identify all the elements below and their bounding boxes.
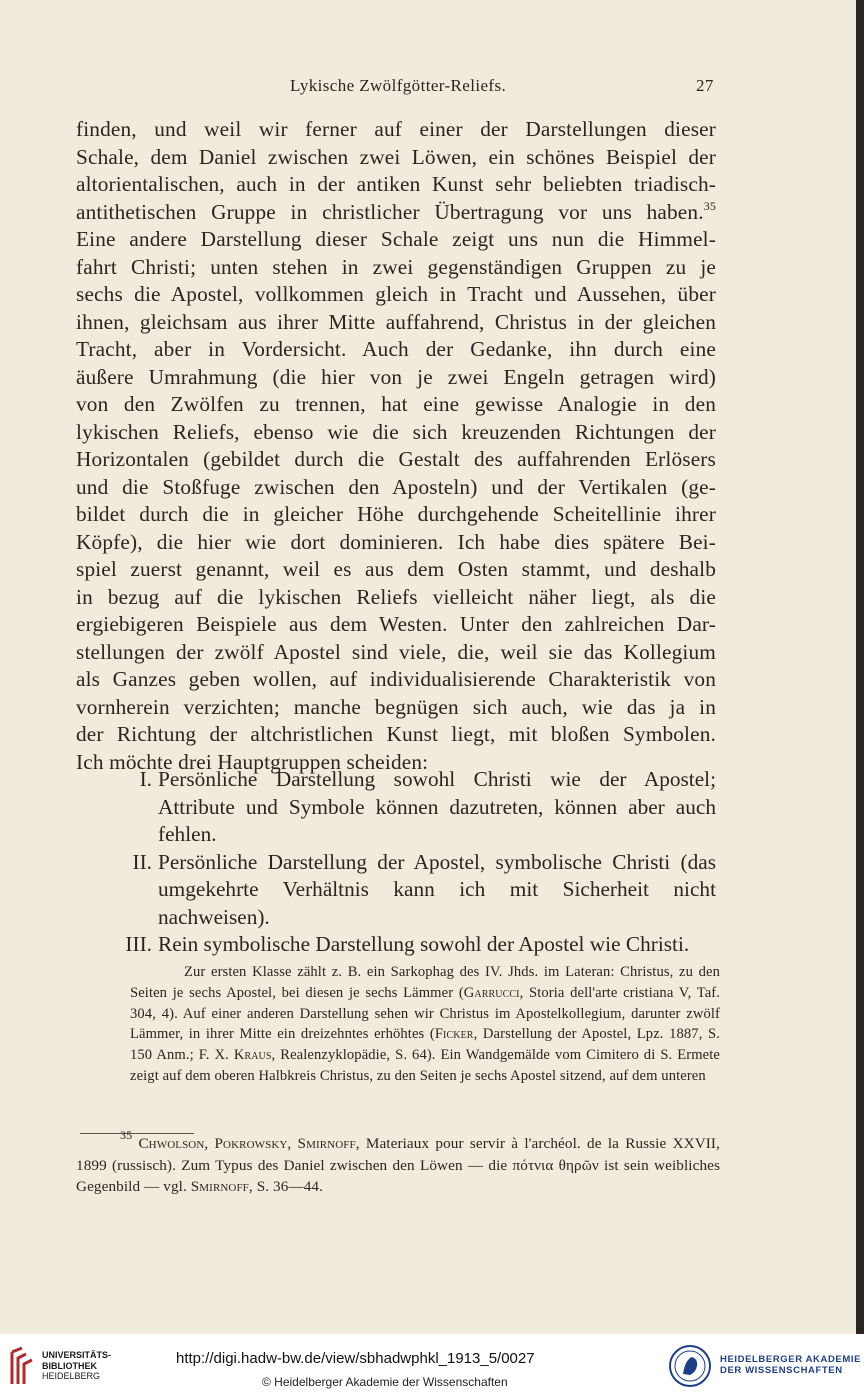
author-name: Kraus	[233, 1047, 272, 1064]
text-line: ergiebigeren Beispiele aus dem Westen. Unter den zahlreichen Dar-	[76, 612, 716, 636]
text-line: vornherein verzichten; manche begnügen sich auch, wie das ja in	[76, 694, 716, 719]
permalink-url[interactable]: http://digi.hadw-bw.de/view/sbhadwphkl_1913_5/0027	[176, 1350, 535, 1367]
body-paragraph	[76, 116, 716, 776]
text-line: Schale, dem Daniel zwischen zwei Löwen, ein schönes Beispiel der	[76, 144, 716, 169]
text-line: altorientalischen, auch in der antiken Kunst sehr beliebten triadisch-	[76, 172, 716, 196]
list-text: Persönliche Darstellung sowohl Christi wie der Apostel; Attribute und Symbole können dazutreten, können aber auch fehlen.	[158, 767, 716, 846]
small-print-text: Zur ersten Klasse zählt z. B. ein Sarkophag des IV. Jhds. im Lateran: Christus, zu den Seiten je sechs Apostel, bei diesen je sechs Lämmer (Garrucci, Storia dell'arte cristiana V, Taf. 304, 4). Auf einer anderen Darstellung sehen wir Christus im Apostelkollegium, darunter zwölf Lämmer, in ihrer Mitte ein dreizehntes erhöhtes (Ficker, Darstellung der Apostel, Lpz. 1887, S. 150 Anm.; F. X. Kraus, Realenzyklopädie, S. 64). Ein Wandgemälde vom Cimitero di S. Ermete zeigt auf dem oberen Halbkreis Christus, zu den Seiten je sechs Apostel sitzend, auf dem unteren	[130, 964, 720, 1084]
text-line: Horizontalen (gebildet durch die Gestalt des auffahrenden Erlösers	[76, 447, 716, 471]
footnote	[76, 1128, 720, 1198]
author-name: Smirnoff	[190, 1178, 249, 1195]
list-number: II.	[132, 849, 152, 874]
text-line: antithetischen Gruppe in christlicher Übertragung vor uns haben.	[76, 199, 704, 224]
academy-name: HEIDELBERGER AKADEMIE DER WISSENSCHAFTEN	[720, 1354, 862, 1376]
viewer-footer	[0, 1334, 864, 1398]
text-line: als Ganzes geben wollen, auf individualisierende Charakteristik von	[76, 667, 716, 691]
text-line: lykischen Reliefs, ebenso wie die sich kreuzenden Richtungen der	[76, 419, 716, 444]
list-text: Persönliche Darstellung der Apostel, symbolische Christi (das umgekehrte Verhältnis kann ich mit Sicherheit nicht nachweisen).	[158, 849, 716, 929]
footnote-text: $^{35}$ Chwolson, Pokrowsky, Smirnoff, Materiaux pour servir à l'archéol. de la Russie XXVII, 1899 (russisch). Zum Typus des Daniel zwischen den Löwen — die πότνια θηρῶν ist sein weibliches Gegenbild — vgl. Smirnoff, S. 36—44.	[76, 1128, 720, 1195]
list-item	[76, 766, 716, 849]
list-item	[76, 849, 716, 932]
text-line: Köpfe), die hier wie dort dominieren. Ich habe dies spätere Bei-	[76, 529, 716, 554]
text-line: Tracht, aber in Vordersicht. Auch der Gedanke, ihn durch eine	[76, 337, 716, 361]
small-print-paragraph	[130, 962, 720, 1087]
text-line: sechs die Apostel, vollkommen gleich in Tracht und Aussehen, über	[76, 282, 716, 306]
author-names: Chwolson, Pokrowsky, Smirnoff	[138, 1135, 356, 1152]
text-line: Eine andere Darstellung dieser Schale zeigt uns nun die Himmel-	[76, 227, 716, 251]
group-list	[76, 766, 716, 959]
footnote-reference: 35	[703, 198, 716, 213]
text-line: spiel zuerst genannt, weil es aus dem Osten stammt, und deshalb	[76, 557, 716, 581]
text-line: in bezug auf die lykischen Reliefs vielleicht näher liegt, als die	[76, 584, 716, 609]
list-number: I.	[139, 767, 152, 791]
running-title: Lykische Zwölfgötter-Reliefs.	[290, 76, 507, 95]
text-line: stellungen der zwölf Apostel sind viele, die, weil sie das Kollegium	[76, 639, 716, 664]
text-line: Ich möchte drei Hauptgruppen scheiden:	[76, 749, 429, 774]
academy-seal-icon	[668, 1344, 712, 1388]
page-number: 27	[696, 76, 714, 95]
library-name: UNIVERSITÄTS- BIBLIOTHEK HEIDELBERG	[42, 1350, 112, 1381]
text-line-with-footnote	[76, 199, 716, 227]
author-name: Garrucci	[463, 984, 520, 1001]
library-logo-icon	[8, 1344, 38, 1388]
list-item	[76, 931, 716, 959]
text-line: äußere Umrahmung (die hier von je zwei Engeln getragen wird)	[76, 364, 716, 389]
text-line: finden, und weil wir ferner auf einer der Darstellungen dieser	[76, 117, 716, 141]
author-name: Ficker	[434, 1026, 474, 1043]
text-line: und die Stoßfuge zwischen den Aposteln) und der Vertikalen (ge-	[76, 474, 716, 499]
text-line: fahrt Christi; unten stehen in zwei gegenständigen Gruppen zu je	[76, 254, 716, 279]
copyright-notice: © Heidelberger Akademie der Wissenschaften	[262, 1375, 508, 1389]
text-line: ihnen, gleichsam aus ihrer Mitte auffahrend, Christus in der gleichen	[76, 309, 716, 334]
list-number: III.	[125, 932, 152, 956]
greek-phrase: πότνια θηρῶν	[512, 1156, 599, 1174]
text-line: bildet durch die in gleicher Höhe durchgehende Scheitellinie ihrer	[76, 502, 716, 526]
text-line: der Richtung der altchristlichen Kunst liegt, mit bloßen Symbolen.	[76, 722, 716, 746]
list-text: Rein symbolische Darstellung sowohl der Apostel wie Christi.	[158, 932, 690, 956]
running-header	[0, 76, 856, 100]
footnote-number: 35	[120, 1128, 133, 1142]
text-line: von den Zwölfen zu trennen, hat eine gewisse Analogie in den	[76, 392, 716, 416]
